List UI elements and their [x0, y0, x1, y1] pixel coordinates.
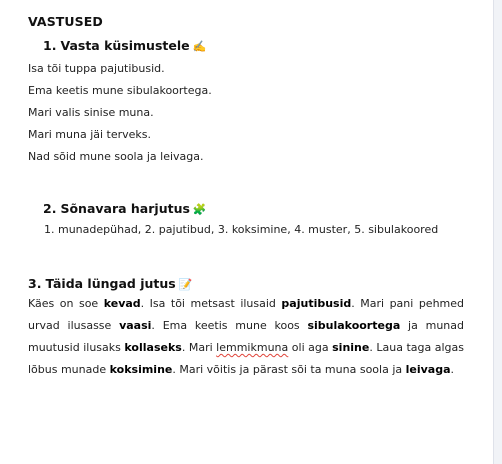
paragraph-text: . Isa tõi metsast ilusaid	[140, 297, 282, 310]
list-marker: 1.	[44, 223, 55, 236]
paragraph-text: .	[450, 363, 455, 376]
section-2-number: 2.	[43, 201, 57, 216]
filled-word: sinine	[332, 341, 370, 354]
answer-line: Mari valis sinise muna.	[28, 106, 154, 119]
filled-word: kollaseks	[124, 341, 182, 354]
memo-icon: 📝	[178, 278, 193, 291]
paragraph-text: . Mari võitis ja pärast sõi ta muna soola ja	[172, 363, 406, 376]
section-3-title-text: Täida lüngad jutus	[45, 276, 176, 291]
vocabulary-list-item	[44, 223, 438, 236]
section-3-title	[28, 276, 192, 291]
filled-word: koksimine	[109, 363, 173, 376]
puzzle-piece-icon: 🧩	[192, 203, 207, 216]
paragraph-text: ja munad muutusid ilusaks	[28, 319, 464, 354]
document-heading: VASTUSED	[28, 14, 103, 29]
section-1-title	[43, 38, 206, 53]
section-1-number: 1.	[43, 38, 57, 53]
paragraph-text: . Ema keetis mune koos	[151, 319, 308, 332]
section-2-title-text: Sõnavara harjutus	[60, 201, 190, 216]
answer-line: Nad sõid mune soola ja leivaga.	[28, 150, 204, 163]
section-3-number: 3.	[28, 276, 42, 291]
paragraph-text: oli aga	[288, 341, 333, 354]
page-edge-scroll-area	[493, 0, 502, 464]
misspelled-word: lemmikmuna	[216, 341, 289, 354]
fill-in-paragraph	[28, 293, 464, 381]
paragraph-text: . Mari pani pehmed urvad ilusasse	[28, 297, 465, 332]
paragraph-text: Käes on soe	[28, 297, 104, 310]
paragraph-text: . Laua taga algas lõbus munade	[28, 341, 464, 376]
section-1-title-text: Vasta küsimustele	[60, 38, 190, 53]
filled-word: leivaga	[405, 363, 451, 376]
paragraph-text: . Mari	[181, 341, 217, 354]
filled-word: sibulakoortega	[307, 319, 401, 332]
filled-word: kevad	[103, 297, 141, 310]
filled-word: pajutibusid	[281, 297, 352, 310]
answer-line: Mari muna jäi terveks.	[28, 128, 152, 141]
writing-hand-icon: ✍️	[192, 40, 207, 53]
section-2-title	[43, 201, 207, 216]
vocabulary-answers: munadepühad, 2. pajutibud, 3. koksimine, 4. muster, 5. sibulakoored	[58, 223, 439, 236]
answer-line: Isa tõi tuppa pajutibusid.	[28, 62, 165, 75]
filled-word: vaasi	[119, 319, 152, 332]
answer-line: Ema keetis mune sibulakoortega.	[28, 84, 212, 97]
